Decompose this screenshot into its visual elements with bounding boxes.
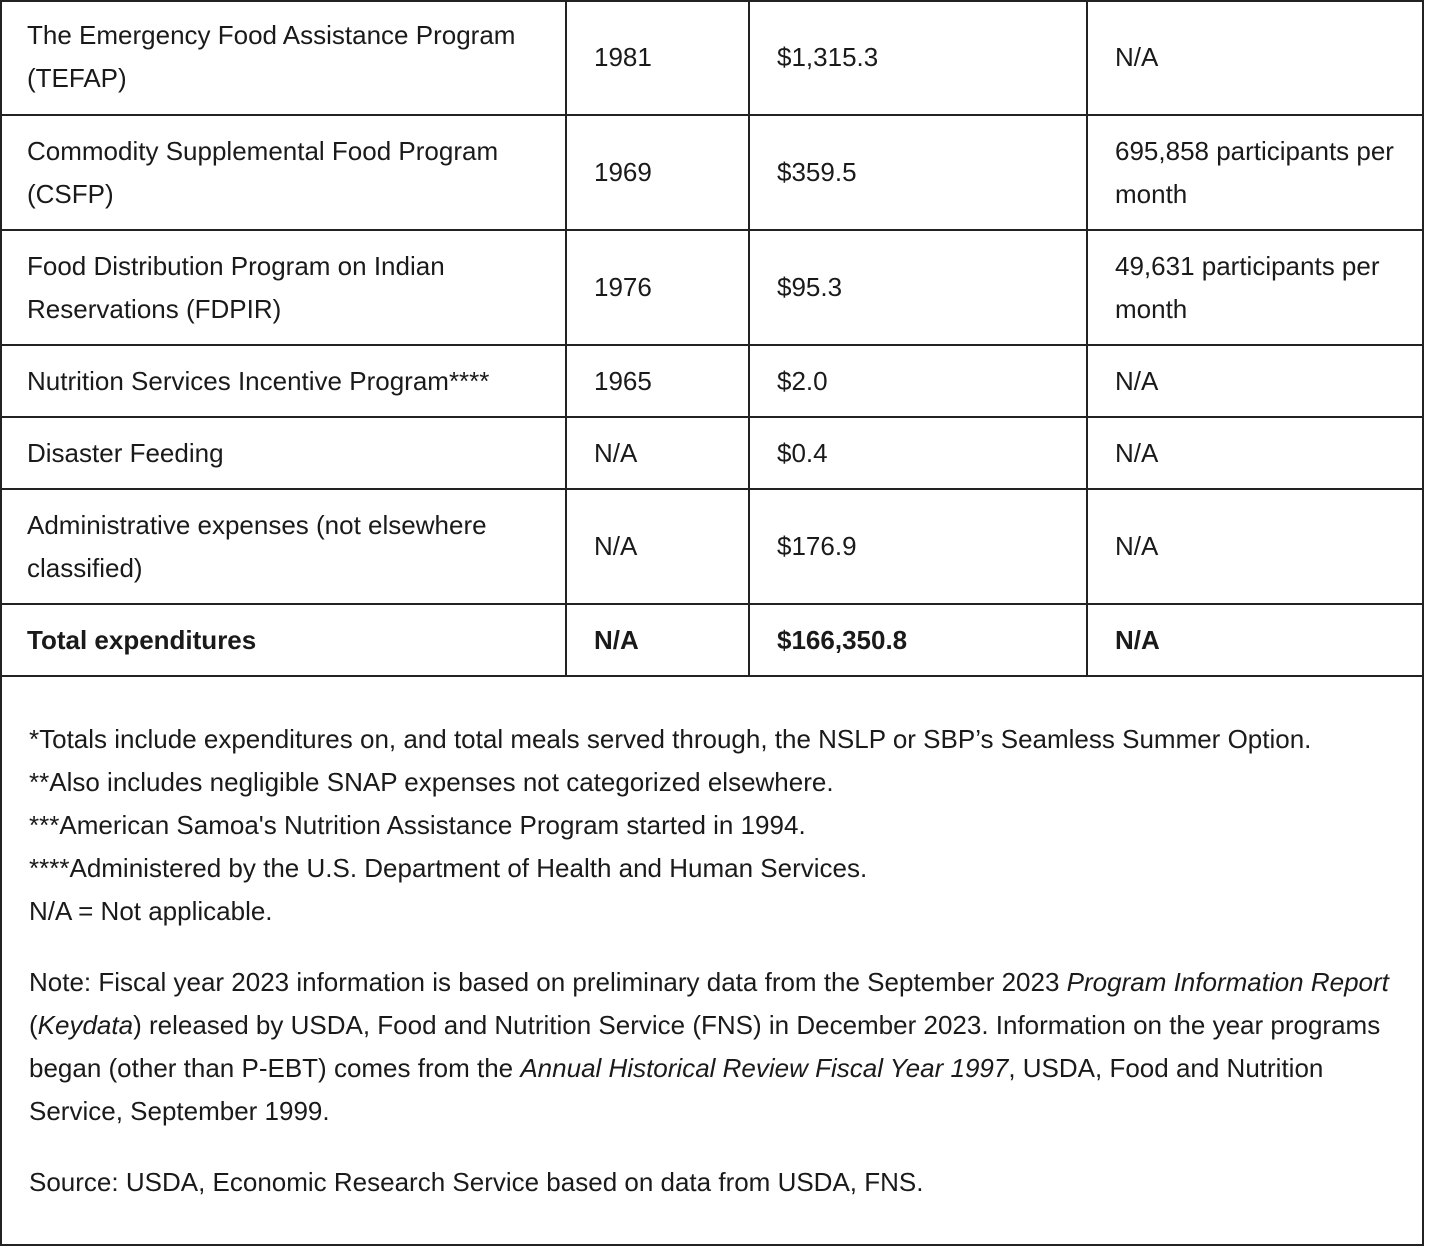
participation-cell: N/A [1087,417,1424,489]
table-row [0,230,1424,345]
program-name-cell: Nutrition Services Incentive Program**** [0,345,566,417]
table-notes [29,718,1399,1204]
participation-cell: N/A [1087,345,1424,417]
expenditure-cell: $2.0 [749,345,1087,417]
expenditure-cell: $1,315.3 [749,0,1087,115]
report-title: Program Information Report [1066,967,1389,997]
year-began-cell: 1969 [566,115,749,230]
expenditure-cell: $95.3 [749,230,1087,345]
year-began-cell: 1981 [566,0,749,115]
program-name-cell: Administrative expenses (not elsewhere classified) [0,489,566,604]
source-note: Source: USDA, Economic Research Service based on data from USDA, FNS. [29,1167,924,1197]
note-text: ( [29,1010,38,1040]
review-title: Annual Historical Review Fiscal Year 1997 [520,1053,1009,1083]
footnote: N/A = Not applicable. [29,896,273,926]
participation-cell: N/A [1087,489,1424,604]
note-text: , USDA, Food and Nutrition Service, September 1999. [29,1053,1324,1126]
footnote: *Totals include expenditures on, and total meals served through, the NSLP or SBP’s Seamless Summer Option. [29,724,1312,754]
expenditure-cell: $0.4 [749,417,1087,489]
participation-cell: N/A [1087,0,1424,115]
total-expenditure-cell: $166,350.8 [749,604,1087,676]
year-began-cell: 1965 [566,345,749,417]
note-text: ) released by USDA, Food and Nutrition Service (FNS) in December 2023. Information on the year programs began (other than P-EBT) comes from the [29,1010,1381,1083]
expenditure-cell: $176.9 [749,489,1087,604]
participation-cell: 49,631 participants per month [1087,230,1424,345]
program-name-cell: Disaster Feeding [0,417,566,489]
program-name-cell: Commodity Supplemental Food Program (CSFP) [0,115,566,230]
data-note [29,961,1399,1133]
year-began-cell: N/A [566,489,749,604]
table-row [0,345,1424,417]
program-name-cell: Food Distribution Program on Indian Reservations (FDPIR) [0,230,566,345]
participation-cell: 695,858 participants per month [1087,115,1424,230]
year-began-cell: 1976 [566,230,749,345]
total-row [0,604,1424,676]
note-text: Note: Fiscal year 2023 information is based on preliminary data from the September 2023 [29,967,1067,997]
total-label-cell: Total expenditures [0,604,566,676]
footnote: **Also includes negligible SNAP expenses not categorized elsewhere. [29,767,834,797]
table-row [0,0,1424,115]
footnote: ****Administered by the U.S. Department of Health and Human Services. [29,853,868,883]
table-row [0,489,1424,604]
total-participation-cell: N/A [1087,604,1424,676]
expenditure-cell: $359.5 [749,115,1087,230]
total-year-cell: N/A [566,604,749,676]
year-began-cell: N/A [566,417,749,489]
table-row [0,417,1424,489]
program-name-cell: The Emergency Food Assistance Program (TEFAP) [0,0,566,115]
footnote: ***American Samoa's Nutrition Assistance Program started in 1994. [29,810,806,840]
table-row [0,115,1424,230]
keydata-title: Keydata [37,1010,134,1040]
